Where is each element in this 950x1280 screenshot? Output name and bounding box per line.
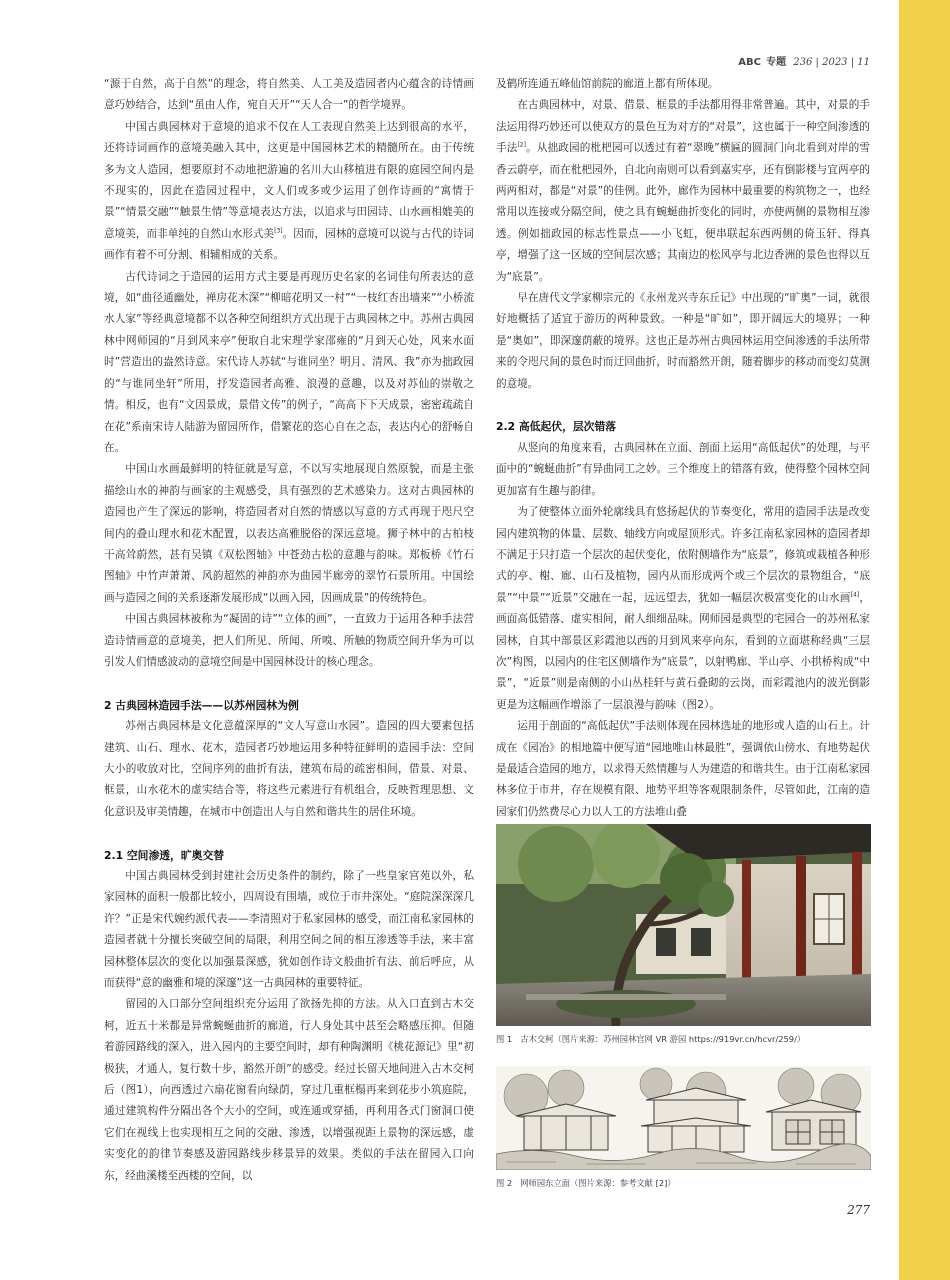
paragraph-text: 为了使整体立面外轮廓线具有悠扬起伏的节奏变化，常用的造园手法是改变园内建筑物的体量、层数、轴线方向或屋顶形式。许多江南私家园林的造园者却不满足于只打造一个层次的起伏变化，依附侧墙作为“底景”，修筑或栽植各种形式的亭、榭、廊、山石及植物，园内从而形成两个或三个层次的景物组合，“底景”“中景”“近景”交融在一起，远远望去，犹如一幅层次极富变化的山水画	[496, 506, 870, 604]
paragraph-text-continued: 。因而，园林的意境可以说与古代的诗词画作有着不可分割、相辅相成的关系。	[104, 227, 475, 262]
figure-1-caption-text: 古木交柯（图片来源：苏州园林官网 VR 游园 https://919vr.cn/hcvr/259/）	[520, 1034, 806, 1044]
figure-2-caption-text: 网师园东立面（图片来源：参考文献 [2]）	[520, 1178, 676, 1188]
figure-1-photo	[496, 824, 871, 1026]
figure-2-caption	[496, 1177, 871, 1189]
body-paragraph	[496, 288, 870, 395]
issue-info: 236 | 2023 | 11	[793, 57, 870, 68]
running-head	[738, 53, 870, 68]
section-heading: 2.2 高低起伏，层次错落	[496, 420, 617, 434]
journal-name: ABC	[738, 57, 761, 68]
paragraph-text: 古代诗词之于造园的运用方式主要是再现历史名家的名词佳句所表达的意境，如“曲径通幽处，禅房花木深”“柳暗花明又一村”“一枝红杏出墙来”“小桥流水人家”等经典意境都不以各种空间组织方式出现于古典园林之中。苏州古典园林中网师园的“月到风来亭”便取自北宋理学家邵雍的“月到天心处，风来水面时”营造出的盎然诗意。宋代诗人苏轼“与谁同坐？明月、清风、我”亦为拙政园的“与谁同坐轩”所用，抒发造园者高雅、浪漫的意趣，以及对苏仙的崇敬之情。相反，也有“文因景成，景借文传”的例子，“高高下下天成景，密密疏疏自在花”系南宋诗人陆游为留园所作，借繁花的恣心自在之态，表达内心的舒畅自在。	[104, 270, 474, 454]
yellow-side-band	[899, 0, 950, 1280]
figure-2-number: 图 2	[496, 1178, 513, 1188]
body-paragraph	[496, 74, 870, 95]
paragraph-text: 中国古典园林受到封建社会历史条件的制约，除了一些皇家宫苑以外，私家园林的面积一般都比较小，四周设有围墙，或位于市井深处。“庭院深深深几许？”正是宋代婉约派代表——李清照对于私家园林的感受，而江南私家园林的造园者就十分擅长突破空间的局限，利用空间之间的相互渗透等手法，来丰富园林整体层次的变化以加强景深感，犹如创作诗文般曲折有法、前后呼应，从而获得“意的幽雅和境的深邃”这一古典园林的重要特征。	[104, 870, 474, 990]
section-gap	[496, 395, 870, 416]
paragraph-text: 及鹤所连通五峰仙馆前院的廊道上都有所体现。	[496, 78, 719, 90]
section-gap	[104, 823, 474, 844]
body-paragraph	[496, 438, 870, 502]
figure-2-elevation-drawing	[496, 1066, 871, 1170]
paragraph-text: 留园的入口部分空间组织充分运用了欲扬先抑的方法。从入口直到古木交柯，近五十米都是异常蜿蜒曲折的廊道，行人身处其中甚至会略感压抑。但随着游园路线的深入，进入园内的主要空间时，却有种陶渊明《桃花源记》里“初极狭，才通人，复行数十步，豁然开朗”的感受。经过长留天地间进入古木交柯后（图1），向西透过六扇花窗看向绿荫，穿过几重框榻再来到花步小筑庭院，通过建筑构件分隔出各个大小的空间，或连通或穿插，再利用各式门窗洞口使它们在视线上也实现相互之间的交融、渗透，以增强视距上景物的深远感，虚实变化的韵律节奏感及游园路线步移景异的效果。类似的手法在留园入口向东，经曲溪楼至西楼的空间，以	[104, 998, 474, 1182]
section-label: 专题	[766, 57, 787, 68]
citation-marker: [3]	[274, 227, 283, 235]
figure-1-caption	[496, 1033, 871, 1045]
paragraph-text: 运用于剖面的“高低起伏”手法则体现在园林选址的地形或人造的山石上。计成在《园冶》的相地篇中便写道“园地唯山林最胜”，强调依山傍水、有地势起伏是最适合造园的地方，以求得天然情趣与人为建造的和谐共生。由于江南私家园林多位于市井，存在规模有限、地势平坦等客观限制条件，尽管如此，江南的造园家们仍然费尽心力以人工的方法堆山叠	[496, 720, 870, 818]
section-heading: 2.1 空间渗透，旷奥交替	[104, 848, 225, 862]
paragraph-text-continued: 。从拙政园的枇杷园可以透过有着“翠晚”横匾的圆洞门向北看到对岸的雪香云蔚亭，而在枇杷园外，自北向南则可以看到嘉实亭，还有倒影楼与宜两亭的两两相对，都是“对景”的佳例。此外，廊作为园林中最重要的构筑物之一，也经常用以连接或分隔空间，使之具有蜿蜒曲折变化的同时，亦使两侧的景物相互渗透。例如拙政园的标志性景点——小飞虹，便串联起东西两侧的倚玉轩、得真亭，增强了这一区域的空间层次感；其南边的松风亭与北边香洲的景色也得以互为“底景”。	[496, 142, 870, 283]
body-paragraph	[496, 716, 870, 823]
right-text-column	[496, 74, 870, 823]
paragraph-text: 在古典园林中，对景、借景、框景的手法都用得非常普遍。其中，对景的手法运用得巧妙还可以使双方的景色互为对方的“对景”，这也属于一种空间渗透的手法	[496, 99, 870, 155]
body-paragraph	[496, 95, 870, 288]
body-paragraph	[104, 74, 474, 117]
figure-1-number: 图 1	[496, 1034, 513, 1044]
body-paragraph	[104, 994, 474, 1187]
citation-marker: [4]	[850, 591, 860, 599]
page-number: 277	[847, 1203, 870, 1217]
body-paragraph	[496, 502, 870, 716]
body-paragraph	[104, 459, 474, 609]
body-paragraph	[104, 716, 474, 823]
paragraph-text: 从竖向的角度来看，古典园林在立面、剖面上运用“高低起伏”的处理，与平面中的“蜿蜒曲折”有异曲同工之妙。三个维度上的错落有致，使得整个园林空间更加富有生趣与韵律。	[496, 441, 870, 497]
paragraph-text: “源于自然，高于自然”的理念，将自然美、人工美及造园者内心蕴含的诗情画意巧妙结合，达到“虽由人作，宛自天开”“天人合一”的哲学境界。	[104, 78, 474, 112]
paragraph-text: 中国古典园林对于意境的追求不仅在人工表现自然美上达到很高的水平，还将诗词画作的意境美融入其中，这更是中国园林艺术的精髓所在。由于传统多为文人造园，想要原封不动地把游遍的名川大山移植进有限的庭园空间内是不现实的，因此在造园过程中，文人们或多或少运用了创作诗画的“寓情于景”“情景交融”“触景生情”等意境表达方法，以追求与田园诗、山水画相媲美的意境美，而非单纯的自然山水形式美	[104, 120, 474, 240]
section-heading: 2 古典园林造园手法——以苏州园林为例	[104, 698, 299, 712]
body-paragraph	[104, 609, 474, 673]
paragraph-text-continued: ，画面高低错落、虚实相间，耐人细细品味。网师园是典型的宅园合一的苏州私家园林，自其中部景区彩霞池以西的月到风来亭向东，看到的立面堪称经典“三层次”构图，以园内的住宅区侧墙作为“底景”，以射鸭廊、半山亭、小拱桥构成“中景”，“近景”则是南侧的小山丛桂轩与黄石叠砌的云岗，而彩霞池内的波光倒影更是为这幅画作增添了一层浪漫与韵味（图2）。	[496, 591, 870, 711]
paragraph-text: 苏州古典园林是文化意蕴深厚的“文人写意山水园”。造园的四大要素包括建筑、山石、理水、花木，造园者巧妙地运用多种特征鲜明的造园手法：空间大小的收放对比，空间序列的曲折有法，建筑布局的疏密相间，借景、对景、框景，山水花木的虚实结合等，将这些元素进行有机组合，反映哲理思想、文化意识及审美情趣，在城市中创造出人与自然和谐共生的居住环境。	[104, 720, 474, 818]
paragraph-text: 早在唐代文学家柳宗元的《永州龙兴寺东丘记》中出现的“旷奥”一词，就很好地概括了适宜于游历的两种景致。一种是“旷如”，即开阔远大的境界；一种是“奥如”，即深邃荫蔽的境界。这也正是苏州古典园林运用空间渗透的手法所带来的令咫尺间的景色时而迂回曲折，时而豁然开朗，随着脚步的移动而变幻莫测的意境。	[496, 292, 870, 390]
body-paragraph	[104, 866, 474, 994]
citation-marker: [2]	[517, 141, 526, 149]
left-text-column	[104, 74, 474, 1187]
paragraph-text: 中国古典园林被称为“凝固的诗”“立体的画”，一直致力于运用各种手法营造诗情画意的意境美，把人们所见、所闻、所嗅、所触的物质空间升华为可以引发人们情感波动的意境空间是中国园林设计的核心理念。	[104, 613, 474, 668]
body-paragraph	[104, 267, 474, 460]
paragraph-text: 中国山水画最鲜明的特征就是写意，不以写实地展现自然原貌，而是主张描绘山水的神韵与画家的主观感受，具有强烈的艺术感染力。这对古典园林的造园也产生了深远的影响，将造园者对自然的情感以写意的方式再现于咫尺空间内的叠山理水和花木配置，以表达高雅脱俗的深远意境。狮子林中的古柏枝干高耸蔚然，甚有吴镇《双松图轴》中苍劲古松的意趣与韵味。郑板桥《竹石图轴》中竹声萧萧、风韵超然的神韵亦为曲园半廊旁的翠竹石景所用。中国绘画与造园之间的关系逐渐发展形成“以画入园，因画成景”的传统特色。	[104, 463, 474, 604]
body-paragraph	[104, 117, 474, 267]
section-gap	[104, 673, 474, 694]
